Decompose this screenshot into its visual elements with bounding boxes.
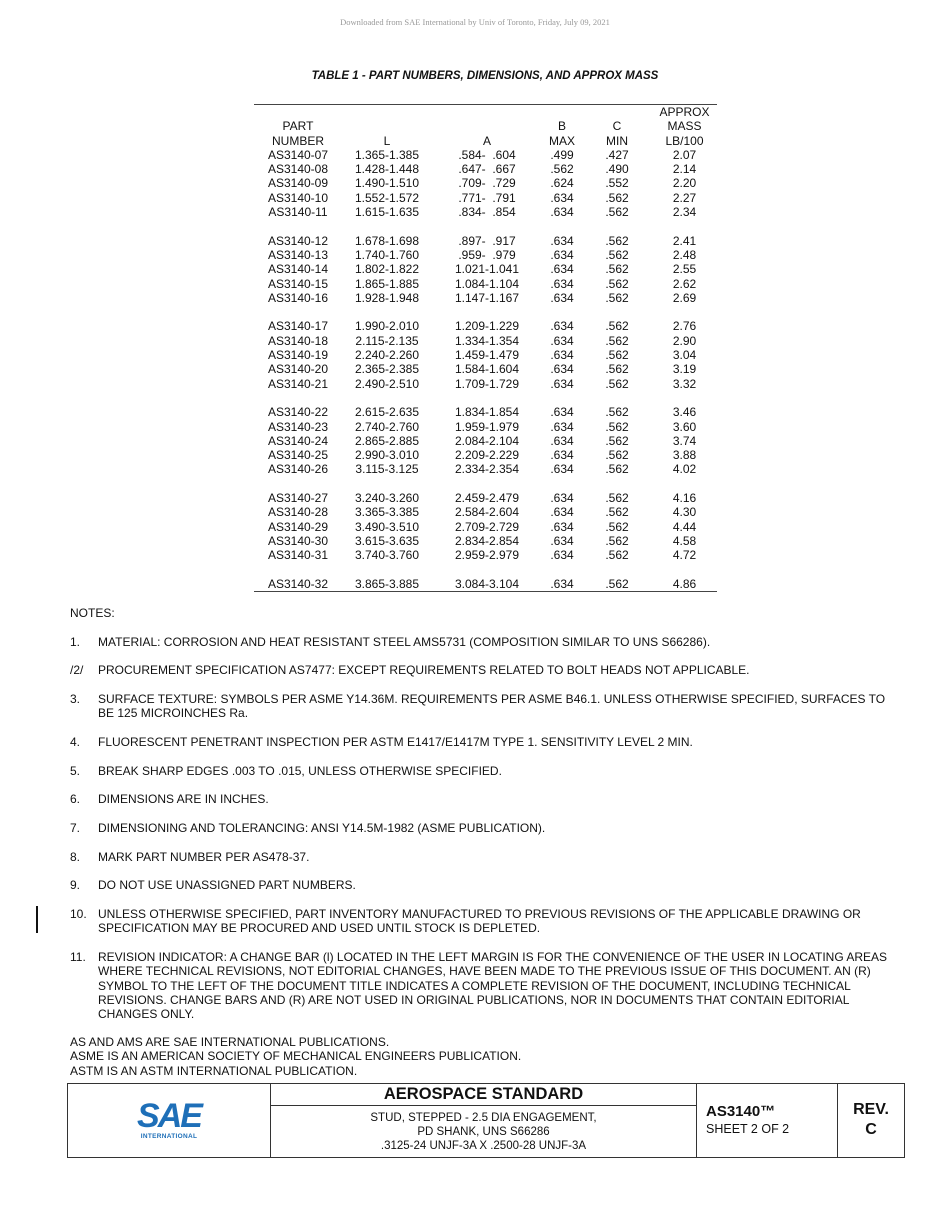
cell-a: 1.147-1.167: [454, 290, 520, 305]
cell-a: .584- .604: [458, 147, 516, 162]
cell-b-max: .634: [550, 505, 574, 520]
cell-c-min: .562: [605, 290, 629, 305]
cell-c-min: .562: [605, 448, 629, 463]
table-row: [254, 148, 717, 162]
group-spacer: [254, 391, 717, 405]
cell-b-max: .634: [550, 433, 574, 448]
note-item: [70, 907, 890, 936]
cell-c-min: .562: [605, 505, 629, 520]
cell-part-number: AS3140-10: [267, 190, 329, 205]
cell-mass: 2.76: [672, 319, 697, 334]
cell-l: 3.615-3.635: [354, 533, 420, 548]
cell-part-number: AS3140-27: [267, 491, 329, 506]
note-text: MATERIAL: CORROSION AND HEAT RESISTANT STEEL AMS5731 (COMPOSITION SIMILAR TO UNS S66286).: [98, 634, 711, 649]
note-item: [70, 635, 890, 649]
cell-b-max: .634: [550, 448, 574, 463]
cell-mass: 4.16: [672, 491, 697, 506]
cell-mass: 2.41: [672, 233, 697, 248]
cell-mass: 4.30: [672, 505, 697, 520]
cell-l: 2.240-2.260: [354, 348, 420, 363]
note-text: MARK PART NUMBER PER AS478-37.: [98, 849, 310, 864]
table-row: [254, 420, 717, 434]
cell-b-max: .634: [550, 205, 574, 220]
cell-l: 1.615-1.635: [354, 205, 420, 220]
cell-c-min: .562: [605, 376, 629, 391]
table-row: [254, 248, 717, 262]
table-row: [254, 405, 717, 419]
cell-c-min: .562: [605, 519, 629, 534]
cell-b-max: .634: [550, 290, 574, 305]
cell-l: 2.115-2.135: [355, 333, 419, 348]
cell-l: 2.365-2.385: [354, 362, 420, 377]
cell-mass: 3.19: [672, 362, 697, 377]
cell-a: .771- .791: [458, 190, 516, 205]
cell-a: 2.834-2.854: [454, 533, 520, 548]
note-number: /2/: [70, 663, 84, 678]
cell-part-number: AS3140-17: [267, 319, 329, 334]
cell-c-min: .562: [605, 262, 629, 277]
cell-a: 3.084-3.104: [454, 576, 520, 591]
table-row: [254, 577, 717, 592]
cell-c-min: .562: [605, 247, 629, 262]
publication-line: ASME IS AN AMERICAN SOCIETY OF MECHANICAL ENGINEERS PUBLICATION.: [70, 1049, 522, 1064]
cell-c-min: .562: [605, 576, 629, 591]
cell-a: 1.084-1.104: [454, 276, 520, 291]
cell-l: 3.490-3.510: [354, 519, 420, 534]
change-bar: [36, 906, 38, 933]
table-row: [254, 277, 717, 291]
note-text: BREAK SHARP EDGES .003 TO .015, UNLESS OTHERWISE SPECIFIED.: [98, 763, 502, 778]
cell-c-min: .552: [605, 176, 629, 191]
cell-l: 2.490-2.510: [354, 376, 420, 391]
cell-mass: 2.90: [672, 333, 697, 348]
table-row: [254, 448, 717, 462]
cell-a: 2.584-2.604: [454, 505, 520, 520]
table-row: [254, 491, 717, 505]
col-header-l: L: [383, 133, 391, 148]
sheet-number: SHEET 2 OF 2: [706, 1122, 790, 1136]
cell-a: 2.709-2.729: [454, 519, 520, 534]
note-number: 7.: [70, 821, 81, 836]
cell-mass: 3.74: [672, 433, 697, 448]
cell-b-max: .634: [550, 533, 574, 548]
cell-c-min: .562: [605, 533, 629, 548]
publication-line: ASTM IS AN ASTM INTERNATIONAL PUBLICATION.: [70, 1063, 358, 1078]
cell-l: 3.740-3.760: [354, 548, 420, 563]
cell-mass: 3.04: [672, 348, 697, 363]
note-number: 3.: [70, 692, 81, 707]
cell-b-max: .634: [550, 548, 574, 563]
cell-b-max: .634: [550, 491, 574, 506]
cell-l: 1.865-1.885: [354, 276, 420, 291]
group-spacer: [254, 563, 717, 577]
cell-a: 2.459-2.479: [454, 491, 520, 506]
cell-mass: 2.34: [672, 205, 697, 220]
cell-b-max: .634: [550, 576, 574, 591]
cell-c-min: .562: [605, 348, 629, 363]
table-row: [254, 262, 717, 276]
note-item: [70, 764, 890, 778]
col-header-b-max: B MAX: [548, 119, 575, 148]
cell-l: 2.740-2.760: [354, 419, 420, 434]
cell-l: 1.990-2.010: [354, 319, 420, 334]
cell-part-number: AS3140-28: [267, 505, 329, 520]
cell-l: 2.615-2.635: [354, 405, 420, 420]
cell-b-max: .634: [550, 190, 574, 205]
note-text: REVISION INDICATOR: A CHANGE BAR (l) LOCATED IN THE LEFT MARGIN IS FOR THE CONVENIENCE OF THE USER IN LOCATING AREAS WHERE TECHNICAL REVISIONS, NOT EDITORIAL CHANGES, HAVE BEEN MADE TO THE PREVIOUS ISSUE OF THIS DOCUMENT. AN (R) SYMBOL TO THE LEFT OF THE DOCUMENT TITLE INDICATES A COMPLETE REVISION OF THE DOCUMENT, INCLUDING TECHNICAL REVISIONS. CHANGE BARS AND (R) ARE NOT USED IN ORIGINAL PUBLICATIONS, NOR IN DOCUMENTS THAT CONTAIN EDITORIAL CHANGES ONLY.: [98, 950, 888, 1022]
cell-l: 3.115-3.125: [355, 462, 419, 477]
note-text: FLUORESCENT PENETRANT INSPECTION PER ASTM E1417/E1417M TYPE 1. SENSITIVITY LEVEL 2 MIN.: [98, 735, 693, 750]
cell-l: 3.865-3.885: [354, 576, 420, 591]
publication-line: AS AND AMS ARE SAE INTERNATIONAL PUBLICATIONS.: [70, 1035, 390, 1049]
cell-c-min: .562: [605, 548, 629, 563]
cell-c-min: .562: [605, 462, 629, 477]
cell-mass: 4.72: [672, 548, 697, 563]
table-row: [254, 520, 717, 534]
cell-part-number: AS3140-26: [267, 462, 329, 477]
cell-mass: 2.07: [672, 147, 697, 162]
cell-b-max: .499: [550, 147, 574, 162]
cell-l: 1.740-1.760: [354, 247, 420, 262]
cell-a: .834- .854: [458, 205, 516, 220]
revision-label: REV.: [853, 1101, 889, 1118]
cell-b-max: .634: [550, 376, 574, 391]
cell-mass: 3.60: [672, 419, 697, 434]
cell-c-min: .490: [605, 162, 629, 177]
table-row: [254, 362, 717, 376]
cell-a: .959- .979: [458, 247, 516, 262]
cell-c-min: .562: [605, 205, 629, 220]
cell-b-max: .634: [550, 333, 574, 348]
cell-a: 2.209-2.229: [454, 448, 520, 463]
publications-list: [70, 1035, 521, 1078]
note-item: [70, 692, 890, 721]
cell-mass: 3.46: [672, 405, 697, 420]
cell-part-number: AS3140-21: [267, 376, 329, 391]
cell-mass: 2.48: [672, 247, 697, 262]
note-number: 11.: [70, 950, 86, 965]
table-row: [254, 534, 717, 548]
cell-l: 3.240-3.260: [354, 491, 420, 506]
cell-c-min: .562: [605, 491, 629, 506]
cell-a: 2.959-2.979: [454, 548, 520, 563]
cell-a: 1.459-1.479: [454, 348, 520, 363]
cell-a: .897- .917: [458, 233, 516, 248]
note-item: [70, 821, 890, 835]
cell-b-max: .634: [550, 262, 574, 277]
sae-logo-subtitle: INTERNATIONAL: [140, 1133, 198, 1140]
cell-mass: 4.58: [672, 533, 697, 548]
cell-mass: 2.14: [672, 162, 697, 177]
cell-a: .709- .729: [458, 176, 516, 191]
cell-part-number: AS3140-16: [267, 290, 329, 305]
cell-l: 3.365-3.385: [354, 505, 420, 520]
cell-a: 1.834-1.854: [454, 405, 520, 420]
sae-logo: [68, 1084, 271, 1157]
cell-b-max: .634: [550, 519, 574, 534]
col-header-a: A: [482, 133, 491, 148]
group-spacer: [254, 477, 717, 491]
title-cell: [271, 1084, 697, 1157]
cell-part-number: AS3140-30: [267, 533, 329, 548]
table-row: [254, 205, 717, 219]
cell-a: 1.021-1.041: [454, 262, 520, 277]
cell-part-number: AS3140-22: [267, 405, 329, 420]
cell-c-min: .562: [605, 333, 629, 348]
part-description: STUD, STEPPED - 2.5 DIA ENGAGEMENT, PD SHANK, UNS S66286 .3125-24 UNJF-3A X .2500-28 UNJF-3A: [370, 1112, 597, 1152]
col-header-approx-mass: APPROX MASS LB/100: [659, 105, 710, 148]
note-text: UNLESS OTHERWISE SPECIFIED, PART INVENTORY MANUFACTURED TO PREVIOUS REVISIONS OF THE APPLICABLE DRAWING OR SPECIFICATION MAY BE PROCURED AND USED UNTIL STOCK IS DEPLETED.: [98, 907, 861, 936]
cell-l: 2.990-3.010: [354, 448, 420, 463]
standard-heading: AEROSPACE STANDARD: [271, 1084, 696, 1106]
table-row: [254, 377, 717, 391]
cell-l: 1.428-1.448: [354, 162, 420, 177]
cell-l: 1.802-1.822: [354, 262, 420, 277]
cell-b-max: .634: [550, 419, 574, 434]
table-row: [254, 462, 717, 476]
cell-mass: 3.88: [672, 448, 697, 463]
cell-b-max: .634: [550, 247, 574, 262]
document-cell: [697, 1084, 838, 1157]
table-row: [254, 176, 717, 190]
notes-heading: NOTES:: [70, 606, 115, 620]
cell-a: 1.209-1.229: [454, 319, 520, 334]
cell-l: 1.365-1.385: [354, 147, 420, 162]
cell-a: 2.084-2.104: [454, 433, 520, 448]
document-number: AS3140™: [706, 1103, 776, 1120]
cell-b-max: .634: [550, 362, 574, 377]
cell-c-min: .562: [605, 405, 629, 420]
cell-mass: 4.44: [672, 519, 697, 534]
cell-mass: 3.32: [672, 376, 697, 391]
cell-part-number: AS3140-20: [267, 362, 329, 377]
table-title: TABLE 1 - PART NUMBERS, DIMENSIONS, AND APPROX MASS: [311, 70, 659, 82]
notes-section: [70, 606, 890, 1022]
table-row: [254, 191, 717, 205]
cell-c-min: .562: [605, 276, 629, 291]
cell-a: .647- .667: [458, 162, 516, 177]
cell-part-number: AS3140-23: [267, 419, 329, 434]
cell-part-number: AS3140-15: [267, 276, 329, 291]
sae-logo-mark: SAE: [137, 1097, 201, 1135]
group-spacer: [254, 219, 717, 233]
table-row: [254, 548, 717, 562]
cell-part-number: AS3140-08: [267, 162, 329, 177]
cell-b-max: .562: [550, 162, 574, 177]
note-text: PROCUREMENT SPECIFICATION AS7477: EXCEPT REQUIREMENTS RELATED TO BOLT HEADS NOT APPLICABLE.: [98, 663, 750, 678]
cell-mass: 2.62: [672, 276, 697, 291]
cell-l: 1.552-1.572: [354, 190, 420, 205]
cell-part-number: AS3140-32: [267, 576, 329, 591]
cell-part-number: AS3140-31: [267, 548, 329, 563]
note-number: 6.: [70, 792, 81, 807]
cell-mass: 2.27: [672, 190, 697, 205]
note-number: 4.: [70, 735, 81, 750]
table-row: [254, 162, 717, 176]
cell-a: 1.334-1.354: [454, 333, 520, 348]
cell-c-min: .562: [605, 233, 629, 248]
table-row: [254, 505, 717, 519]
cell-b-max: .634: [550, 348, 574, 363]
cell-mass: 4.86: [672, 576, 697, 591]
cell-mass: 4.02: [672, 462, 697, 477]
cell-c-min: .562: [605, 319, 629, 334]
table-row: [254, 234, 717, 248]
cell-a: 2.334-2.354: [454, 462, 520, 477]
download-stamp: Downloaded from SAE International by Univ of Toronto, Friday, July 09, 2021: [340, 17, 610, 27]
cell-c-min: .562: [605, 362, 629, 377]
cell-part-number: AS3140-19: [267, 348, 329, 363]
cell-b-max: .634: [550, 276, 574, 291]
cell-c-min: .562: [605, 419, 629, 434]
cell-l: 1.928-1.948: [354, 290, 420, 305]
note-item: [70, 950, 890, 1021]
cell-l: 1.490-1.510: [354, 176, 420, 191]
col-header-c-min: C MIN: [606, 119, 628, 148]
cell-c-min: .562: [605, 190, 629, 205]
cell-part-number: AS3140-14: [267, 262, 329, 277]
cell-a: 1.584-1.604: [454, 362, 520, 377]
cell-l: 1.678-1.698: [354, 233, 420, 248]
parts-table: [254, 104, 717, 592]
note-item: [70, 878, 890, 892]
cell-c-min: .427: [605, 147, 629, 162]
cell-c-min: .562: [605, 433, 629, 448]
cell-b-max: .634: [550, 319, 574, 334]
cell-part-number: AS3140-13: [267, 247, 329, 262]
note-item: [70, 850, 890, 864]
cell-b-max: .634: [550, 405, 574, 420]
cell-b-max: .634: [550, 233, 574, 248]
table-row: [254, 348, 717, 362]
note-number: 1.: [70, 634, 81, 649]
revision-cell: [838, 1084, 904, 1157]
cell-a: 1.959-1.979: [454, 419, 520, 434]
table-row: [254, 291, 717, 305]
col-header-part-number: PART NUMBER: [271, 119, 324, 148]
cell-part-number: AS3140-09: [267, 176, 329, 191]
cell-part-number: AS3140-11: [268, 205, 328, 220]
title-block: [67, 1083, 905, 1158]
note-number: 8.: [70, 849, 81, 864]
note-text: DIMENSIONING AND TOLERANCING: ANSI Y14.5M-1982 (ASME PUBLICATION).: [98, 821, 546, 836]
cell-part-number: AS3140-07: [267, 147, 329, 162]
note-text: DO NOT USE UNASSIGNED PART NUMBERS.: [98, 878, 356, 893]
note-item: [70, 663, 890, 677]
note-text: SURFACE TEXTURE: SYMBOLS PER ASME Y14.36M. REQUIREMENTS PER ASME B46.1. UNLESS OTHERWISE SPECIFIED, SURFACES TO BE 125 MICROINCHES Ra.: [98, 692, 886, 721]
note-text: DIMENSIONS ARE IN INCHES.: [98, 792, 269, 807]
cell-mass: 2.20: [672, 176, 697, 191]
cell-mass: 2.69: [672, 290, 697, 305]
cell-part-number: AS3140-12: [267, 233, 329, 248]
cell-l: 2.865-2.885: [354, 433, 420, 448]
note-number: 9.: [70, 878, 81, 893]
revision-value: C: [865, 1121, 877, 1138]
cell-b-max: .624: [550, 176, 574, 191]
cell-part-number: AS3140-25: [267, 448, 329, 463]
note-number: 10.: [70, 907, 87, 922]
table-row: [254, 434, 717, 448]
group-spacer: [254, 305, 717, 319]
cell-mass: 2.55: [672, 262, 697, 277]
cell-part-number: AS3140-18: [267, 333, 329, 348]
cell-a: 1.709-1.729: [454, 376, 520, 391]
cell-part-number: AS3140-24: [267, 433, 329, 448]
note-item: [70, 792, 890, 806]
note-item: [70, 735, 890, 749]
cell-part-number: AS3140-29: [267, 519, 329, 534]
table-row: [254, 334, 717, 348]
cell-b-max: .634: [550, 462, 574, 477]
table-row: [254, 319, 717, 333]
note-number: 5.: [70, 763, 81, 778]
